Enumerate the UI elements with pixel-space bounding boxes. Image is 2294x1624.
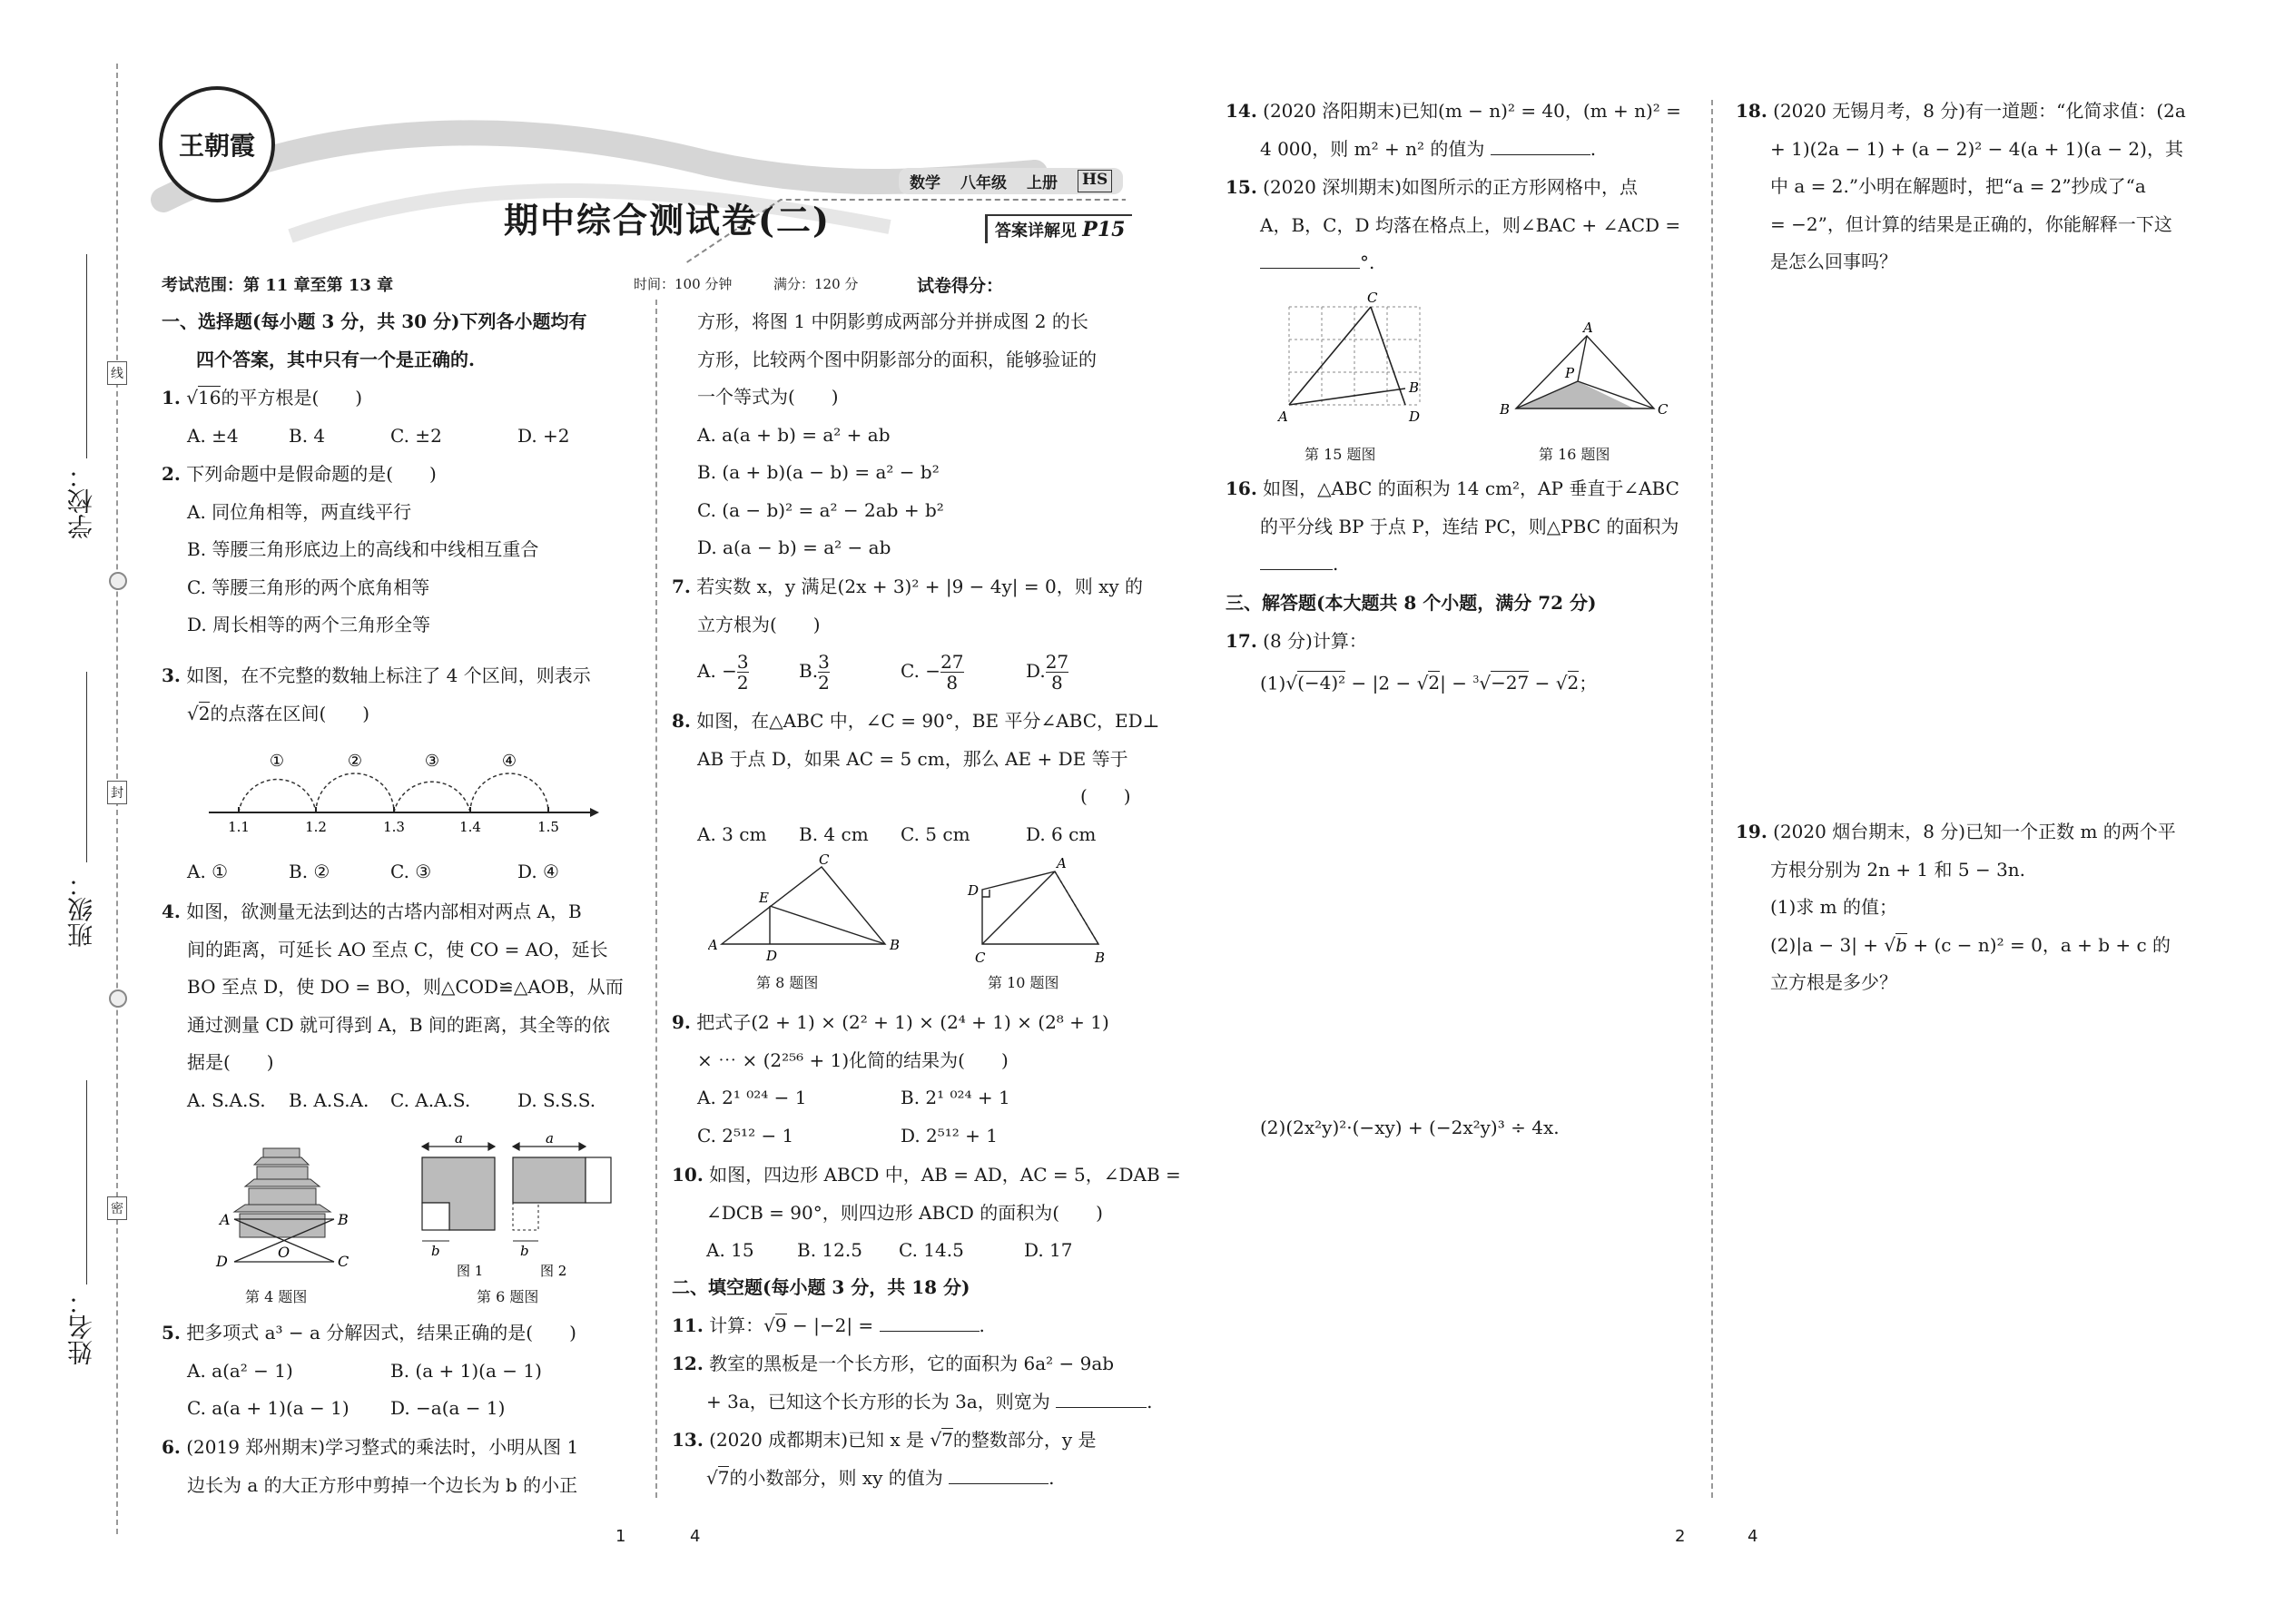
- meta-subject: 数学: [910, 174, 940, 192]
- cbrt-symbol: √: [1479, 672, 1492, 694]
- column-divider: [1711, 100, 1713, 1498]
- q6-line-5: 一个等式为( ): [697, 386, 839, 408]
- tick-label: 1.2: [305, 819, 327, 835]
- question-6-part2: [697, 303, 1097, 567]
- question-11: 11. 计算：√9 − |−2| = .: [672, 1314, 985, 1336]
- q1-option-c[interactable]: C. ±2: [390, 424, 442, 447]
- q4-line-4: 通过测量 CD 就可得到 A，B 间的距离，其全等的依: [187, 1013, 610, 1036]
- page-title: 期中综合测试卷(二): [504, 200, 831, 241]
- q7-line-1: 若实数 x，y 满足(2x + 3)² + |9 − 4y| = 0，则 xy 的: [696, 576, 1144, 597]
- exam-time: 时间：100 分钟: [634, 276, 733, 292]
- q16-answer-blank[interactable]: [1260, 569, 1333, 570]
- q18-line-3: 中 a = 2.”小明在解题时，把“a = 2”抄成了“a: [1770, 175, 2146, 197]
- fig6-label-b2: b: [520, 1243, 529, 1259]
- interval-2: ②: [347, 752, 363, 771]
- section2-title: 二、填空题(每小题 3 分，共 18 分): [672, 1276, 970, 1298]
- binding-hole-icon: [109, 989, 127, 1008]
- q11-answer-blank[interactable]: [880, 1331, 980, 1332]
- q6-line-3: 方形，将图 1 中阴影剪成两部分并拼成图 2 的长: [697, 310, 1088, 332]
- q17-answer-area-1[interactable]: [1253, 708, 1689, 1098]
- sqrt-symbol: √: [187, 702, 199, 724]
- q6-line-1: (2019 郑州期末)学习整式的乘法时，小明从图 1: [186, 1436, 579, 1458]
- q12-line-2: + 3a，已知这个长方形的长为 3a，则宽为: [706, 1390, 1050, 1412]
- q6-number: 6.: [162, 1436, 181, 1458]
- school-blank[interactable]: [86, 254, 87, 458]
- q18-line-4: = −2”，但计算的结果是正确的，你能解释一下这: [1770, 212, 2172, 235]
- q5-option-b[interactable]: B. (a + 1)(a − 1): [390, 1359, 542, 1382]
- q18-line-1: (2020 无锡月考，8 分)有一道题：“化简求值：(2a: [1773, 100, 2186, 122]
- q12-answer-blank[interactable]: [1056, 1407, 1147, 1408]
- q8-option-a[interactable]: A. 3 cm: [697, 822, 767, 845]
- q1-number: 1.: [162, 387, 181, 408]
- tick-label: 1.4: [459, 819, 481, 835]
- fig16-label-c: C: [1658, 401, 1669, 418]
- fig16-label-p: P: [1565, 365, 1575, 381]
- fig4-label-b: B: [338, 1211, 349, 1228]
- meta-tags: [899, 168, 1123, 194]
- full-score: 满分：120 分: [773, 276, 859, 292]
- sqrt-symbol: √: [763, 1314, 775, 1336]
- meta-volume: 上册: [1027, 174, 1058, 192]
- fig15-label-d: D: [1409, 408, 1421, 425]
- fig4-label-a: A: [220, 1211, 231, 1228]
- q6-option-b[interactable]: B. (a + b)(a − b) = a² − b²: [697, 461, 940, 483]
- meta-edition: HS: [1078, 170, 1112, 192]
- q5-option-c[interactable]: C. a(a + 1)(a − 1): [187, 1397, 350, 1419]
- binding-mark-seal: 封: [107, 781, 127, 804]
- q17-part-2-text: (2)(2x²y)²·(−xy) + (−2x²y)³ ÷ 4x.: [1260, 1117, 1560, 1138]
- number-line-figure: [200, 744, 599, 844]
- q10-number: 10.: [672, 1164, 704, 1186]
- q3-option-c[interactable]: C. ③: [390, 861, 432, 882]
- q7-option-d[interactable]: D. $\frac{27}{8}$: [1026, 651, 1069, 694]
- question-8: [672, 703, 1159, 853]
- q9-line-1: 把式子(2 + 1) × (2² + 1) × (2⁴ + 1) × (2⁸ + 1): [696, 1011, 1109, 1033]
- q19-line-1: (2020 烟台期末，8 分)已知一个正数 m 的两个平: [1773, 821, 2176, 842]
- q15-line-1: (2020 深圳期末)如图所示的正方形网格中，点: [1263, 176, 1639, 198]
- binding-mark-line: 线: [107, 361, 127, 385]
- q4-line-3: BO 至点 D，使 DO = BO，则△COD≌△AOB，从而: [187, 976, 624, 998]
- q2-option-d[interactable]: D. 周长相等的两个三角形全等: [187, 614, 431, 635]
- question-9: [672, 1004, 1109, 1155]
- q6-option-a[interactable]: A. a(a + b) = a² + ab: [697, 423, 891, 446]
- figure-15: [1271, 289, 1439, 434]
- q15-line-2: A，B，C，D 均落在格点上，则∠BAC + ∠ACD =: [1260, 213, 1681, 236]
- q17-stem: (8 分)计算：: [1263, 630, 1367, 652]
- q4-option-a[interactable]: A. S.A.S.: [187, 1088, 266, 1111]
- logo: [159, 86, 275, 202]
- class-label: 班级：: [66, 871, 96, 948]
- question-4: [162, 893, 624, 1119]
- fig6-label-b: b: [431, 1243, 440, 1259]
- sqrt-symbol: √: [1285, 672, 1298, 694]
- q3-option-d[interactable]: D. ④: [517, 861, 559, 882]
- q6-line-4: 方形，比较两个图中阴影部分的面积，能够验证的: [697, 348, 1097, 370]
- fig16-label-b: B: [1500, 401, 1511, 418]
- interval-4: ④: [501, 752, 517, 771]
- q9-option-b[interactable]: B. 2¹ ⁰²⁴ + 1: [901, 1087, 1010, 1108]
- q9-line-2: × ⋯ × (2²⁵⁶ + 1)化简的结果为( ): [697, 1048, 1009, 1071]
- q2-option-a[interactable]: A. 同位角相等，两直线平行: [187, 500, 412, 523]
- q8-option-d[interactable]: D. 6 cm: [1026, 822, 1097, 845]
- tick-label: 1.5: [537, 819, 559, 835]
- section1-title: 四个答案，其中只有一个是正确的.: [196, 348, 475, 370]
- q6-line-2: 边长为 a 的大正方形中剪掉一个边长为 b 的小正: [187, 1473, 578, 1496]
- q7-number: 7.: [672, 576, 691, 597]
- fig6-sub2: 图 2: [540, 1263, 567, 1279]
- q16-line-1: 如图，△ABC 的面积为 14 cm²，AP 垂直于∠ABC: [1263, 477, 1679, 499]
- section2: [672, 1269, 970, 1307]
- q3-stem: 如图，在不完整的数轴上标注了 4 个区间，则表示: [186, 664, 591, 686]
- question-12: 12. 教室的黑板是一个长方形，它的面积为 6a² − 9ab + 3a，已知这个长方形的长为 3a，则宽为 .: [672, 1353, 1153, 1412]
- q16-line-2: 的平分线 BP 于点 P，连结 PC，则△PBC 的面积为: [1260, 515, 1679, 537]
- answer-ref-page: P15: [1082, 218, 1126, 241]
- q7-option-a[interactable]: A. − $\frac{3}{2}$: [697, 651, 749, 694]
- fig10-label-d: D: [968, 882, 980, 899]
- page-number: 4: [690, 1527, 701, 1546]
- figure-16: [1489, 318, 1670, 427]
- q19-line-3: (1)求 m 的值；: [1770, 896, 1898, 918]
- q18-number: 18.: [1736, 100, 1767, 122]
- q15-answer-blank[interactable]: [1260, 268, 1360, 269]
- fig8-label-d: D: [766, 948, 778, 962]
- q3-stem-2: 的点落在区间( ): [210, 702, 370, 724]
- fig6-label-a2: a: [546, 1130, 554, 1147]
- fig8-label-e: E: [759, 890, 769, 906]
- q3-options: [187, 853, 559, 891]
- q17-part-2: [1260, 1109, 1560, 1147]
- q2-number: 2.: [162, 463, 181, 485]
- question-19: 19. (2020 烟台期末，8 分)已知一个正数 m 的两个平 方根分别为 2n + 1 和 5 − 3n. (1)求 m 的值； (2)|a − 3| + √b + (c − n)² = 0，a + b + c 的 立方根是多少？: [1736, 813, 2176, 1002]
- q2-option-c[interactable]: C. 等腰三角形的两个底角相等: [187, 576, 430, 598]
- q6-option-d[interactable]: D. a(a − b) = a² − ab: [697, 536, 891, 558]
- q7-option-b[interactable]: B. $\frac{3}{2}$: [799, 651, 830, 694]
- interval-3: ③: [424, 752, 440, 771]
- fig6-label-a: a: [455, 1130, 463, 1147]
- q10-option-a[interactable]: A. 15: [706, 1239, 754, 1261]
- figure-4-caption: 第 4 题图: [245, 1288, 308, 1305]
- q8-line-2: AB 于点 D，如果 AC = 5 cm，那么 AE + DE 等于: [697, 747, 1128, 770]
- q10-line-2: ∠DCB = 90°，则四边形 ABCD 的面积为( ): [706, 1201, 1103, 1224]
- tick-label: 1.1: [228, 819, 250, 835]
- question-13: 13. (2020 成都期末)已知 x 是 √7的整数部分，y 是 √7的小数部分，则 xy 的值为 .: [672, 1429, 1097, 1489]
- figure-4-tower: [207, 1139, 361, 1271]
- q9-number: 9.: [672, 1011, 691, 1033]
- page-number: 4: [1748, 1527, 1758, 1546]
- interval-1: ①: [269, 752, 285, 771]
- fig15-label-a: A: [1278, 408, 1288, 425]
- page-number: 1: [615, 1527, 626, 1546]
- q1-option-b[interactable]: B. 4: [289, 424, 326, 447]
- question-10: [672, 1156, 1181, 1270]
- q4-line-1: 如图，欲测量无法到达的古塔内部相对两点 A，B: [186, 901, 582, 922]
- q7-line-2: 立方根为( ): [697, 613, 821, 635]
- q19-answer-area[interactable]: [1761, 1017, 2215, 1498]
- fig10-label-c: C: [975, 950, 986, 966]
- q16-number: 16.: [1226, 477, 1257, 499]
- q8-number: 8.: [672, 710, 691, 732]
- q8-option-c[interactable]: C. 5 cm: [901, 822, 970, 845]
- q2-stem: 下列命题中是假命题的是( ): [186, 463, 437, 485]
- fig8-label-a: A: [708, 937, 718, 953]
- question-14: 14. (2020 洛阳期末)已知(m − n)² = 40，(m + n)² = 4 000，则 m² + n² 的值为 .: [1226, 100, 1681, 160]
- q4-option-c[interactable]: C. A.A.S.: [390, 1088, 471, 1111]
- q14-line-2: 4 000，则 m² + n² 的值为: [1260, 137, 1485, 160]
- question-3: [162, 657, 591, 733]
- figure-6-caption: 第 6 题图: [477, 1288, 539, 1305]
- q17-answer-area-2[interactable]: [1253, 1153, 1689, 1498]
- exam-scope: 考试范围：第 11 章至第 13 章: [162, 276, 394, 295]
- q13-answer-blank[interactable]: [949, 1483, 1049, 1484]
- q15-number: 15.: [1226, 176, 1257, 198]
- q3-option-a[interactable]: A. ①: [187, 861, 229, 882]
- q2-option-b[interactable]: B. 等腰三角形底边上的高线和中线相互重合: [187, 538, 539, 560]
- sqrt-symbol: √: [930, 1429, 942, 1451]
- section1-title: 一、选择题(每小题 3 分，共 30 分)下列各小题均有: [162, 310, 587, 332]
- q5-option-a[interactable]: A. a(a² − 1): [187, 1359, 293, 1382]
- q10-option-b[interactable]: B. 12.5: [797, 1239, 862, 1261]
- question-1: [162, 379, 570, 455]
- q19-number: 19.: [1736, 821, 1767, 842]
- q4-number: 4.: [162, 901, 181, 922]
- q10-option-d[interactable]: D. 17: [1024, 1239, 1073, 1261]
- q12-number: 12.: [672, 1353, 704, 1374]
- fig4-label-c: C: [338, 1253, 350, 1270]
- column-divider: [655, 300, 657, 1498]
- sqrt-symbol: √: [1416, 672, 1429, 694]
- fig15-label-b: B: [1409, 379, 1420, 396]
- sqrt-symbol: √: [706, 1466, 718, 1489]
- q8-paren: ( ): [1080, 785, 1131, 807]
- q12-line-1: 教室的黑板是一个长方形，它的面积为 6a² − 9ab: [709, 1353, 1115, 1374]
- question-5: [162, 1314, 576, 1428]
- section3-title: 三、解答题(本大题共 8 个小题，满分 72 分): [1226, 592, 1597, 614]
- figure-10: [962, 853, 1126, 967]
- binding-hole-icon: [109, 572, 127, 590]
- name-blank[interactable]: [86, 1080, 87, 1284]
- q1-option-d[interactable]: D. +2: [517, 424, 570, 447]
- q1-stem: 的平方根是( ): [221, 387, 363, 408]
- figure-10-caption: 第 10 题图: [988, 974, 1059, 991]
- q4-option-d[interactable]: D. S.S.S.: [517, 1088, 596, 1111]
- q3-number: 3.: [162, 664, 181, 686]
- tick-label: 1.3: [383, 819, 405, 835]
- name-label: 姓名：: [66, 1289, 96, 1365]
- q5-option-d[interactable]: D. −a(a − 1): [390, 1397, 506, 1419]
- page-number: 2: [1675, 1527, 1686, 1546]
- q19-line-5: 立方根是多少？: [1770, 971, 1897, 993]
- question-7: [672, 568, 1143, 698]
- q13-number: 13.: [672, 1429, 704, 1451]
- q1-radicand: 16: [198, 387, 222, 408]
- figure-8-caption: 第 8 题图: [756, 974, 819, 991]
- q4-option-b[interactable]: B. A.S.A.: [289, 1088, 369, 1111]
- q6-option-c[interactable]: C. (a − b)² = a² − 2ab + b²: [697, 498, 944, 521]
- question-15: 15. (2020 深圳期末)如图所示的正方形网格中，点 A，B，C，D 均落在格点上，则∠BAC + ∠ACD = °.: [1226, 176, 1681, 273]
- figure-6: [413, 1130, 622, 1280]
- question-18: [1736, 93, 2186, 281]
- answer-ref-prefix: 答案详解见: [995, 221, 1077, 241]
- q14-number: 14.: [1226, 100, 1257, 122]
- q5-stem: 把多项式 a³ − a 分解因式，结果正确的是( ): [186, 1322, 576, 1343]
- q7-option-c[interactable]: C. − $\frac{27}{8}$: [901, 651, 964, 694]
- q4-line-5: 据是( ): [187, 1051, 274, 1073]
- fig15-label-c: C: [1367, 290, 1378, 306]
- sqrt-symbol: √: [1884, 933, 1896, 956]
- fig4-label-d: D: [216, 1253, 228, 1270]
- question-16: 16. 如图，△ABC 的面积为 14 cm²，AP 垂直于∠ABC 的平分线 BP 于点 P，连结 PC，则△PBC 的面积为 .: [1226, 477, 1679, 575]
- class-blank[interactable]: [86, 672, 87, 862]
- figure-16-caption: 第 16 题图: [1539, 446, 1610, 463]
- q8-line-1: 如图，在△ABC 中，∠C = 90°，BE 平分∠ABC，ED⊥: [696, 710, 1160, 732]
- q17-number: 17.: [1226, 630, 1257, 652]
- q9-option-c[interactable]: C. 2⁵¹² − 1: [697, 1124, 794, 1147]
- q3-option-b[interactable]: B. ②: [289, 861, 330, 882]
- answer-ref[interactable]: [985, 214, 1132, 243]
- fig6-sub1: 图 1: [457, 1263, 484, 1279]
- fig4-label-o: O: [278, 1244, 290, 1261]
- fig10-label-a: A: [1057, 855, 1067, 871]
- q18-answer-area[interactable]: [1761, 290, 2215, 799]
- q10-option-c[interactable]: C. 14.5: [899, 1239, 964, 1261]
- q5-number: 5.: [162, 1322, 181, 1343]
- q9-option-a[interactable]: A. 2¹ ⁰²⁴ − 1: [697, 1087, 807, 1108]
- binding-mark-secret: 密: [107, 1196, 127, 1220]
- section3: [1226, 585, 1597, 623]
- q19-line-2: 方根分别为 2n + 1 和 5 − 3n.: [1770, 858, 2026, 881]
- question-17: 17. (8 分)计算： (1)√(−4)² − |2 − √2| − $^3$√−27 − √2；: [1226, 630, 1598, 694]
- q18-line-5: 是怎么回事吗？: [1770, 251, 1897, 272]
- meta-grade: 八年级: [960, 174, 1007, 192]
- score-label: 试卷得分：: [917, 276, 1004, 296]
- fig8-label-c: C: [819, 853, 830, 868]
- fig16-label-a: A: [1583, 320, 1593, 336]
- school-label: 学校：: [66, 463, 96, 539]
- fig10-label-b: B: [1095, 950, 1106, 966]
- q4-line-2: 间的距离，可延长 AO 至点 C，使 CO = AO，延长: [187, 938, 608, 960]
- q14-line-1: (2020 洛阳期末)已知(m − n)² = 40，(m + n)² =: [1263, 100, 1681, 122]
- q18-line-2: + 1)(2a − 1) + (a − 2)² − 4(a + 1)(a − 2)，其: [1770, 137, 2183, 160]
- logo-text: 王朝霞: [178, 131, 255, 161]
- sqrt-symbol: √: [186, 387, 198, 408]
- q10-line-1: 如图，四边形 ABCD 中，AB = AD，AC = 5，∠DAB =: [709, 1164, 1181, 1186]
- fig8-label-b: B: [890, 937, 901, 953]
- q14-answer-blank[interactable]: [1491, 154, 1590, 155]
- section1: [162, 303, 587, 379]
- q1-option-a[interactable]: A. ±4: [187, 424, 239, 447]
- figure-8: [708, 853, 908, 962]
- question-6-part1: [162, 1429, 578, 1504]
- q9-option-d[interactable]: D. 2⁵¹² + 1: [901, 1124, 999, 1147]
- question-2: [162, 456, 538, 645]
- figure-15-caption: 第 15 题图: [1305, 446, 1376, 463]
- sqrt-symbol: √: [1555, 672, 1568, 694]
- q8-option-b[interactable]: B. 4 cm: [799, 822, 869, 845]
- q11-number: 11.: [672, 1314, 704, 1336]
- q3-radicand: 2: [198, 702, 211, 724]
